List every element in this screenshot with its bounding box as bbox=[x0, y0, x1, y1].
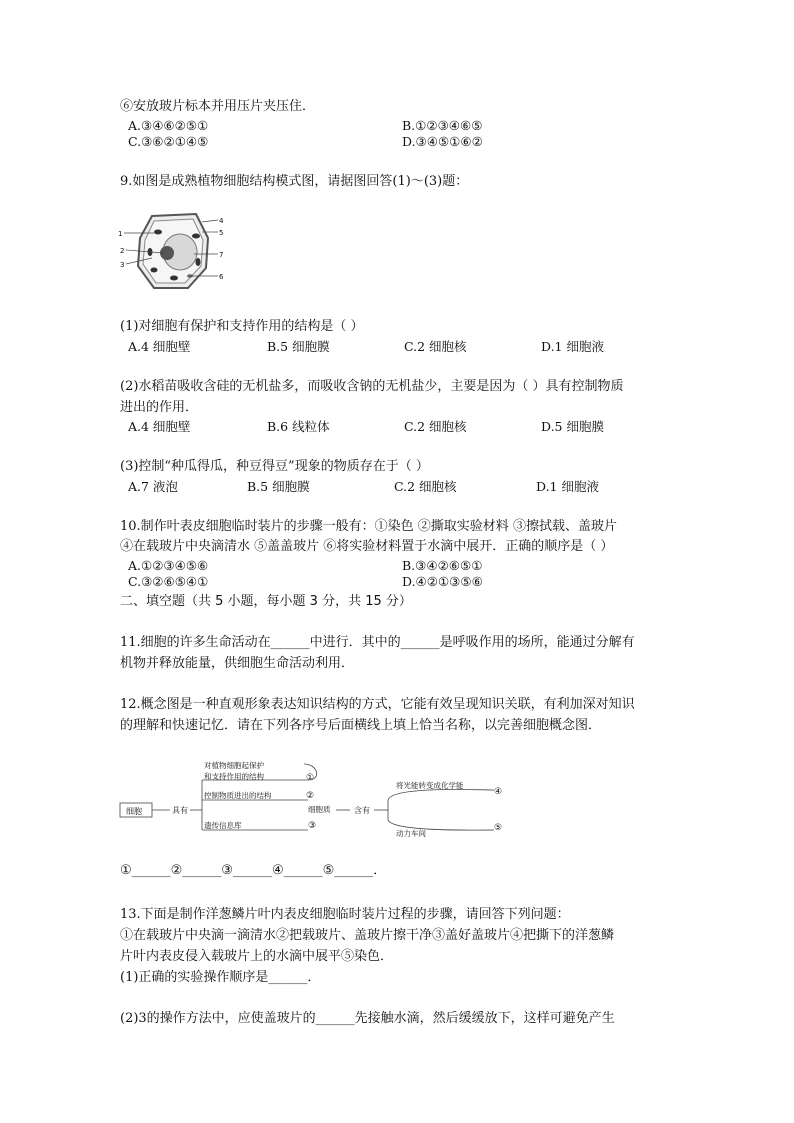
concept-num-5b: ⑤ bbox=[494, 823, 503, 833]
plant-cell-figure bbox=[118, 208, 228, 294]
figure-label-5: 5 bbox=[219, 229, 224, 237]
concept-wall-line1: 对植物细胞起保护 bbox=[204, 761, 264, 770]
chloroplast-shape bbox=[154, 230, 162, 235]
q13-stem: 13.下面是制作洋葱鳞片叶内表皮细胞临时装片过程的步骤，请回答下列问题： bbox=[120, 907, 570, 922]
q12-line1: 12.概念图是一种直观形象表达知识结构的方式，它能有效呈现知识关联，有利加深对知识 bbox=[120, 697, 635, 712]
concept-wall-line2: 和支持作用的结构 bbox=[204, 772, 264, 781]
q9-sub3-option-c: C.2 细胞核 bbox=[394, 479, 457, 494]
q12-answer-line: ①______②______③______④______⑤______． bbox=[120, 863, 387, 878]
q8-option-a: A.③④⑥②⑤① bbox=[128, 118, 209, 133]
q10-stem-line1: 10.制作叶表皮细胞临时装片的步骤一般有：①染色 ②撕取实验材料 ③擦拭载、盖玻片 bbox=[120, 519, 617, 534]
concept-num-2: ② bbox=[306, 791, 315, 801]
q9-sub1-option-a: A.4 细胞壁 bbox=[128, 339, 191, 354]
concept-has-label: 具有 bbox=[172, 806, 188, 815]
q11-line2: 机物并释放能量，供细胞生命活动利用． bbox=[120, 656, 355, 671]
q9-sub1-option-c: C.2 细胞核 bbox=[404, 339, 467, 354]
q9-sub2-stem-line2: 进出的作用． bbox=[120, 400, 199, 415]
q8-step6: ⑥安放玻片标本并用压片夹压住． bbox=[120, 99, 316, 114]
q9-sub2-option-d: D.5 细胞膜 bbox=[541, 419, 604, 434]
concept-membrane-label: 控制物质进出的结构 bbox=[204, 791, 272, 800]
chloroplast-shape bbox=[192, 234, 200, 239]
q13-sub1: (1)正确的实验操作顺序是______． bbox=[120, 970, 321, 985]
q8-option-d: D.③④⑤①⑥② bbox=[402, 134, 483, 149]
q9-sub1-option-d: D.1 细胞液 bbox=[541, 339, 604, 354]
q10-option-d: D.④②①③⑤⑥ bbox=[402, 574, 483, 589]
q9-sub3-stem: (3)控制“种瓜得瓜，种豆得豆”现象的物质存在于（ ） bbox=[120, 459, 429, 474]
concept-num-1: ① bbox=[306, 773, 315, 783]
q10-stem-line2: ④在载玻片中央滴清水 ⑤盖盖玻片 ⑥将实验材料置于水滴中展开．正确的顺序是（ ） bbox=[120, 539, 614, 554]
chloroplast-shape bbox=[151, 268, 158, 273]
q9-sub2-option-c: C.2 细胞核 bbox=[404, 419, 467, 434]
q9-sub2-stem-line1: (2)水稻苗吸收含硅的无机盐多，而吸收含钠的无机盐少，主要是因为（ ）具有控制物质 bbox=[120, 379, 624, 394]
concept-num-3: ③ bbox=[308, 821, 317, 831]
concept-cytoplasm-label: 细胞质 bbox=[308, 805, 331, 814]
q10-option-b: B.③④②⑥⑤① bbox=[402, 558, 483, 573]
q12-line2: 的理解和快速记忆．请在下列各序号后面横线上填上恰当名称，以完善细胞概念图． bbox=[120, 718, 602, 733]
concept-cell-label: 细胞 bbox=[126, 807, 142, 816]
q8-option-c: C.③⑥②①④⑤ bbox=[128, 134, 209, 149]
q9-sub3-option-d: D.1 细胞液 bbox=[536, 479, 599, 494]
figure-label-2: 2 bbox=[120, 247, 125, 255]
q9-sub2-option-a: A.4 细胞壁 bbox=[128, 419, 191, 434]
q9-sub3-option-b: B.5 细胞膜 bbox=[247, 479, 310, 494]
figure-label-1: 1 bbox=[118, 230, 123, 238]
concept-num-4: ④ bbox=[494, 787, 503, 797]
q13-sub2: (2)3的操作方法中，应使盖玻片的______先接触水滴，然后缓缓放下，这样可避免产生 bbox=[120, 1011, 615, 1026]
concept-nucleus-label: 遗传信息库 bbox=[204, 821, 242, 830]
cell-concept-map bbox=[118, 756, 518, 840]
concept-mito-label: 动力车间 bbox=[396, 829, 426, 838]
q9-sub1-option-b: B.5 细胞膜 bbox=[267, 339, 330, 354]
section-2-heading: 二、填空题（共 5 小题，每小题 3 分，共 15 分） bbox=[120, 594, 412, 609]
figure-label-3: 3 bbox=[120, 261, 125, 269]
q9-sub2-option-b: B.6 线粒体 bbox=[267, 419, 330, 434]
figure-label-7: 7 bbox=[219, 251, 224, 259]
concept-chloro-label: 将光能转变成化学能 bbox=[396, 781, 464, 790]
q9-stem: 9.如图是成熟植物细胞结构模式图，请据图回答(1)～(3)题： bbox=[120, 174, 469, 189]
figure-label-6: 6 bbox=[219, 273, 224, 281]
q10-option-c: C.③②⑥⑤④① bbox=[128, 574, 209, 589]
chloroplast-shape bbox=[196, 258, 201, 266]
q11-line1: 11.细胞的许多生命活动在______中进行．其中的______是呼吸作用的场所，能通过分解有 bbox=[120, 635, 635, 650]
concept-contains-label: 含有 bbox=[354, 806, 370, 815]
q8-option-b: B.①②③④⑥⑤ bbox=[402, 118, 483, 133]
q10-option-a: A.①②③④⑤⑥ bbox=[128, 558, 209, 573]
chloroplast-shape bbox=[170, 276, 178, 281]
q9-sub3-option-a: A.7 液泡 bbox=[128, 479, 178, 494]
q9-sub1-stem: (1)对细胞有保护和支持作用的结构是（ ） bbox=[120, 319, 364, 334]
q13-steps-line2: 片叶内表皮侵入载玻片上的水滴中展平⑤染色． bbox=[120, 949, 394, 964]
figure-label-4: 4 bbox=[219, 217, 224, 225]
q13-steps-line1: ①在载玻片中央滴一滴清水②把载玻片、盖玻片擦干净③盖好盖玻片④把撕下的洋葱鳞 bbox=[120, 928, 615, 943]
